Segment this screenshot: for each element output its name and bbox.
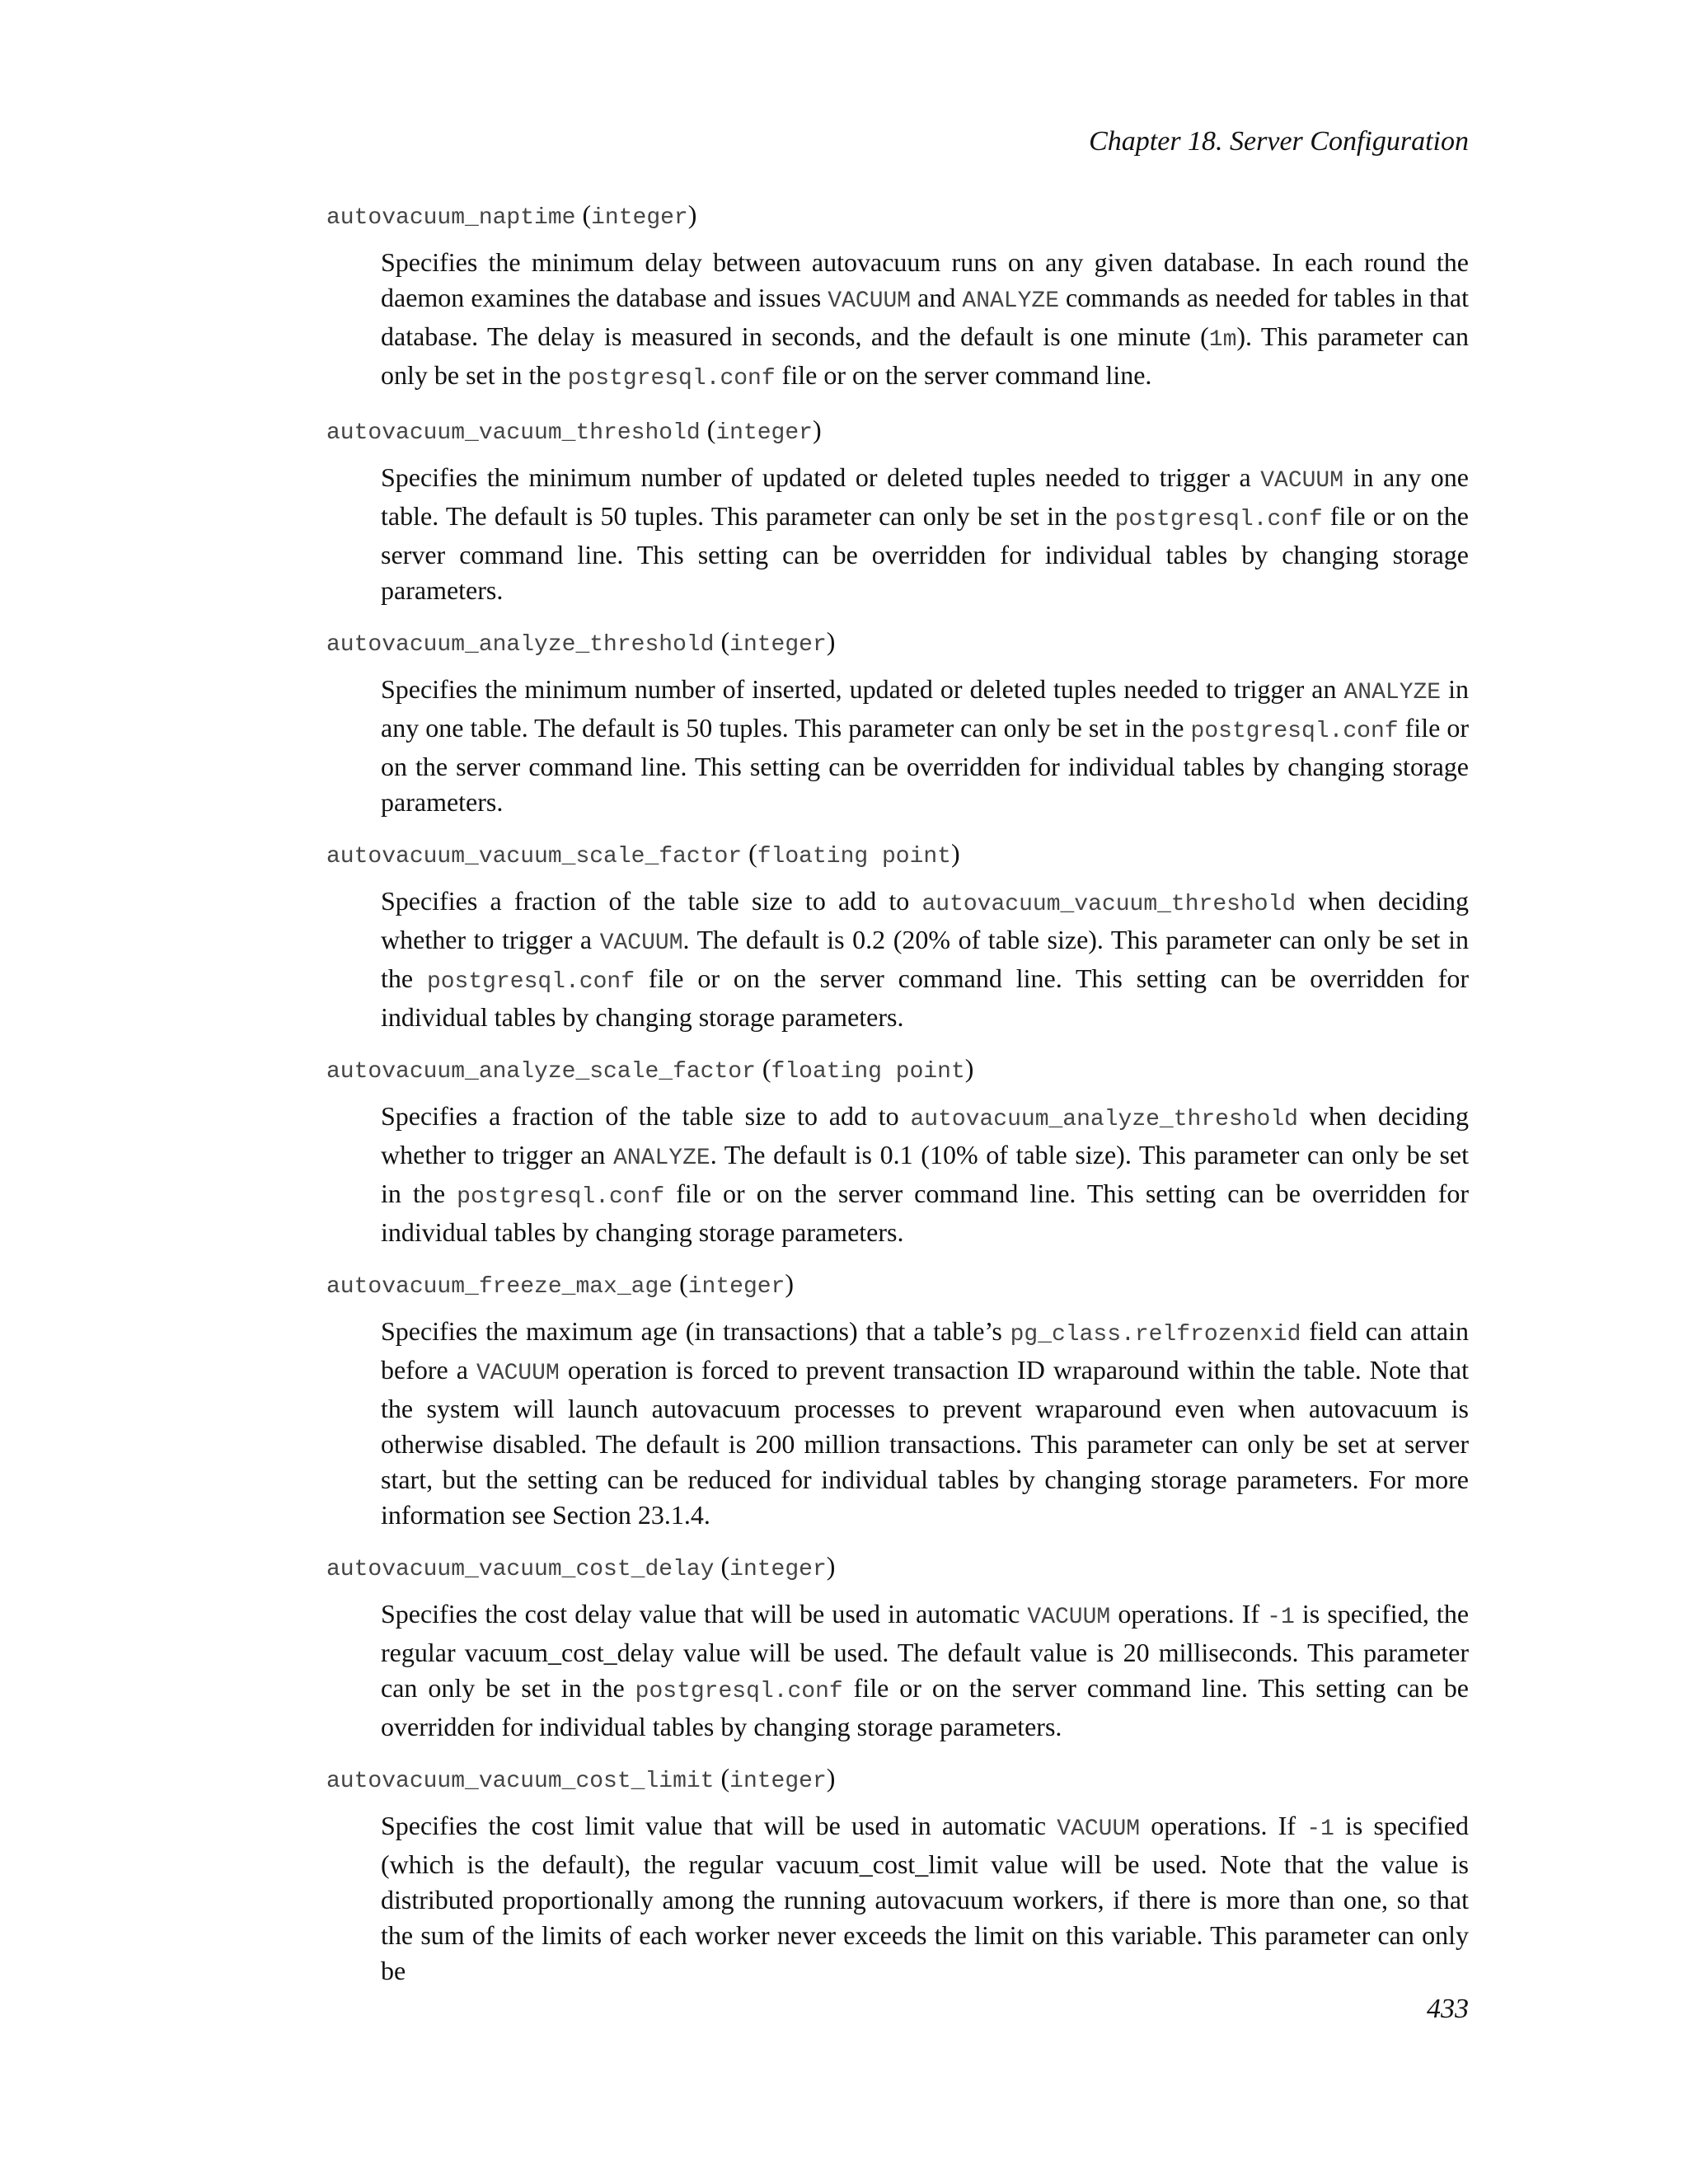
parameter-open-paren: ( [700, 415, 716, 444]
parameter-entry [326, 1050, 1469, 1250]
parameter-name: autovacuum_analyze_scale_factor [326, 1059, 756, 1085]
parameter-type: floating point [757, 844, 951, 869]
description-text: Specifies the cost delay value that will be used in automatic [381, 1599, 1028, 1629]
parameter-list [326, 196, 1469, 2004]
description-text: commands as needed for tables in that database. The delay is measured in seconds, and the default is one minute ( [381, 283, 1470, 351]
inline-code: VACUUM [1057, 1816, 1141, 1842]
description-text: operation is forced to prevent transaction ID wraparound within the table. Note that the system will launch autovacuum processes to prevent wraparound even when autovacuum is otherwise disabled. The default is 200 million transactions. This parameter can only be set at server start, but the setting can be reduced for individual tables by changing storage parameters. For more information see Section 23.1.4. [381, 1355, 1470, 1530]
parameter-open-paren: ( [714, 1763, 730, 1793]
parameter-description [381, 460, 1469, 608]
inline-code: postgresql.conf [567, 366, 776, 391]
parameter-name: autovacuum_freeze_max_age [326, 1274, 673, 1300]
description-text: Specifies the cost limit value that will be used in automatic [381, 1811, 1057, 1840]
description-text: . The default is 0.2 (20% of table size). This parameter can only be set in the [381, 925, 1470, 993]
parameter-entry [326, 1265, 1469, 1533]
parameter-close-paren: ) [826, 626, 836, 656]
inline-code: ANALYZE [613, 1146, 710, 1171]
parameter-name: autovacuum_vacuum_threshold [326, 420, 701, 446]
description-text: field can attain before a [381, 1316, 1470, 1385]
parameter-term [326, 1760, 1469, 1800]
description-text: Specifies a fraction of the table size to add to [381, 1101, 911, 1131]
inline-code: ANALYZE [1343, 680, 1442, 705]
description-text: file or on the server command line. This setting can be overridden for individual tables by changing storage parameters. [381, 1179, 1470, 1247]
parameter-type: integer [591, 205, 688, 231]
running-header: Chapter 18. Server Configuration [1089, 126, 1469, 157]
description-text: file or on the server command line. This setting can be overridden for individual tables by changing storage parameters. [381, 963, 1470, 1032]
description-text: operations. If [1110, 1599, 1268, 1629]
parameter-term [326, 411, 1469, 452]
parameter-name: autovacuum_vacuum_scale_factor [326, 844, 743, 869]
description-text: file or on the server command line. This setting can be overridden for individual tables by changing storage parameters. [381, 1673, 1469, 1741]
parameter-description [381, 1099, 1469, 1250]
description-text: in any one table. The default is 50 tuples. This parameter can only be set in the [381, 674, 1470, 743]
inline-code: VACUUM [1260, 468, 1344, 494]
description-text: file or on the server command line. This setting can be overridden for individual tables by changing storage parameters. [381, 713, 1470, 817]
inline-code: postgresql.conf [1190, 719, 1399, 744]
description-text: Specifies a fraction of the table size to add to [381, 886, 922, 916]
description-text: file or on the server command line. This setting can be overridden for individual tables by changing storage parameters. [381, 501, 1470, 605]
parameter-open-paren: ( [673, 1268, 688, 1298]
parameter-description [381, 672, 1469, 820]
description-text: Specifies the minimum number of inserted, updated or deleted tuples needed to trigger an [381, 674, 1344, 704]
description-text: Specifies the maximum age (in transactions) that a table’s [381, 1316, 1010, 1346]
parameter-term [326, 1265, 1469, 1305]
description-text: in any one table. The default is 50 tuples. This parameter can only be set in the [381, 462, 1470, 531]
parameter-name: autovacuum_analyze_threshold [326, 632, 715, 658]
parameter-type: floating point [771, 1059, 965, 1085]
parameter-description [381, 883, 1469, 1035]
description-text: is specified (which is the default), the regular vacuum_cost_limit value will be used. Note that the value is distributed proportionally among the running autovacuum workers, if there is more than one, so that the sum of the limits of each worker never exceeds the limit on this variable. This parameter can only be [381, 1811, 1470, 1985]
description-text: operations. If [1140, 1811, 1307, 1840]
description-text: and [911, 283, 963, 312]
parameter-open-paren: ( [742, 838, 757, 868]
parameter-term [326, 1548, 1469, 1588]
parameter-open-paren: ( [714, 626, 730, 656]
parameter-type: integer [715, 420, 813, 446]
parameter-name: autovacuum_vacuum_cost_limit [326, 1769, 715, 1794]
parameter-close-paren: ) [687, 199, 697, 229]
inline-code: autovacuum_vacuum_threshold [921, 892, 1296, 917]
inline-code: ANALYZE [962, 288, 1060, 314]
parameter-description [381, 1314, 1469, 1533]
description-text: Specifies the minimum delay between autovacuum runs on any given database. In each round the daemon examines the database and issues [381, 247, 1469, 312]
inline-code: VACUUM [828, 288, 912, 314]
description-text: Specifies the minimum number of updated or deleted tuples needed to trigger a [381, 462, 1261, 492]
parameter-type: integer [729, 632, 827, 658]
parameter-open-paren: ( [714, 1551, 730, 1581]
parameter-close-paren: ) [826, 1763, 836, 1793]
parameter-description [381, 1808, 1469, 1989]
parameter-entry [326, 835, 1469, 1035]
parameter-entry [326, 196, 1469, 396]
inline-code: pg_class.relfrozenxid [1010, 1322, 1301, 1347]
inline-code: VACUUM [1027, 1605, 1111, 1630]
parameter-term [326, 196, 1469, 237]
description-text: is specified, the regular vacuum_cost_delay value will be used. The default value is 20 milliseconds. This parameter can only be set in the [381, 1599, 1470, 1703]
inline-code: autovacuum_analyze_threshold [910, 1107, 1298, 1132]
description-text: when deciding whether to trigger a [381, 886, 1470, 954]
parameter-entry [326, 623, 1469, 820]
inline-code: postgresql.conf [426, 969, 635, 995]
inline-code: 1m [1208, 327, 1237, 353]
parameter-name: autovacuum_naptime [326, 205, 576, 231]
parameter-type: integer [729, 1557, 827, 1582]
parameter-entry [326, 411, 1469, 608]
parameter-type: integer [729, 1769, 827, 1794]
inline-code: VACUUM [599, 930, 683, 956]
parameter-entry [326, 1760, 1469, 1989]
parameter-term [326, 835, 1469, 875]
inline-code: -1 [1306, 1816, 1334, 1842]
inline-code: -1 [1267, 1605, 1295, 1630]
parameter-close-paren: ) [964, 1053, 974, 1083]
parameter-description [381, 245, 1469, 396]
parameter-entry [326, 1548, 1469, 1745]
inline-code: postgresql.conf [1114, 507, 1323, 532]
parameter-open-paren: ( [575, 199, 592, 229]
inline-code: VACUUM [476, 1361, 560, 1386]
description-text: . The default is 0.1 (10% of table size). This parameter can only be set in the [381, 1140, 1470, 1208]
parameter-term [326, 1050, 1469, 1090]
parameter-name: autovacuum_vacuum_cost_delay [326, 1557, 715, 1582]
page-number: 433 [1427, 1994, 1469, 2024]
parameter-open-paren: ( [755, 1053, 771, 1083]
parameter-term [326, 623, 1469, 663]
description-text: when deciding whether to trigger an [381, 1101, 1470, 1169]
parameter-close-paren: ) [826, 1551, 836, 1581]
parameter-description [381, 1596, 1469, 1745]
parameter-type: integer [687, 1274, 785, 1300]
inline-code: postgresql.conf [457, 1184, 665, 1210]
description-text: ). This parameter can only be set in the [381, 321, 1470, 390]
inline-code: postgresql.conf [635, 1679, 843, 1704]
parameter-close-paren: ) [951, 838, 960, 868]
parameter-close-paren: ) [812, 415, 822, 444]
parameter-close-paren: ) [785, 1268, 795, 1298]
description-text: file or on the server command line. [775, 360, 1152, 390]
